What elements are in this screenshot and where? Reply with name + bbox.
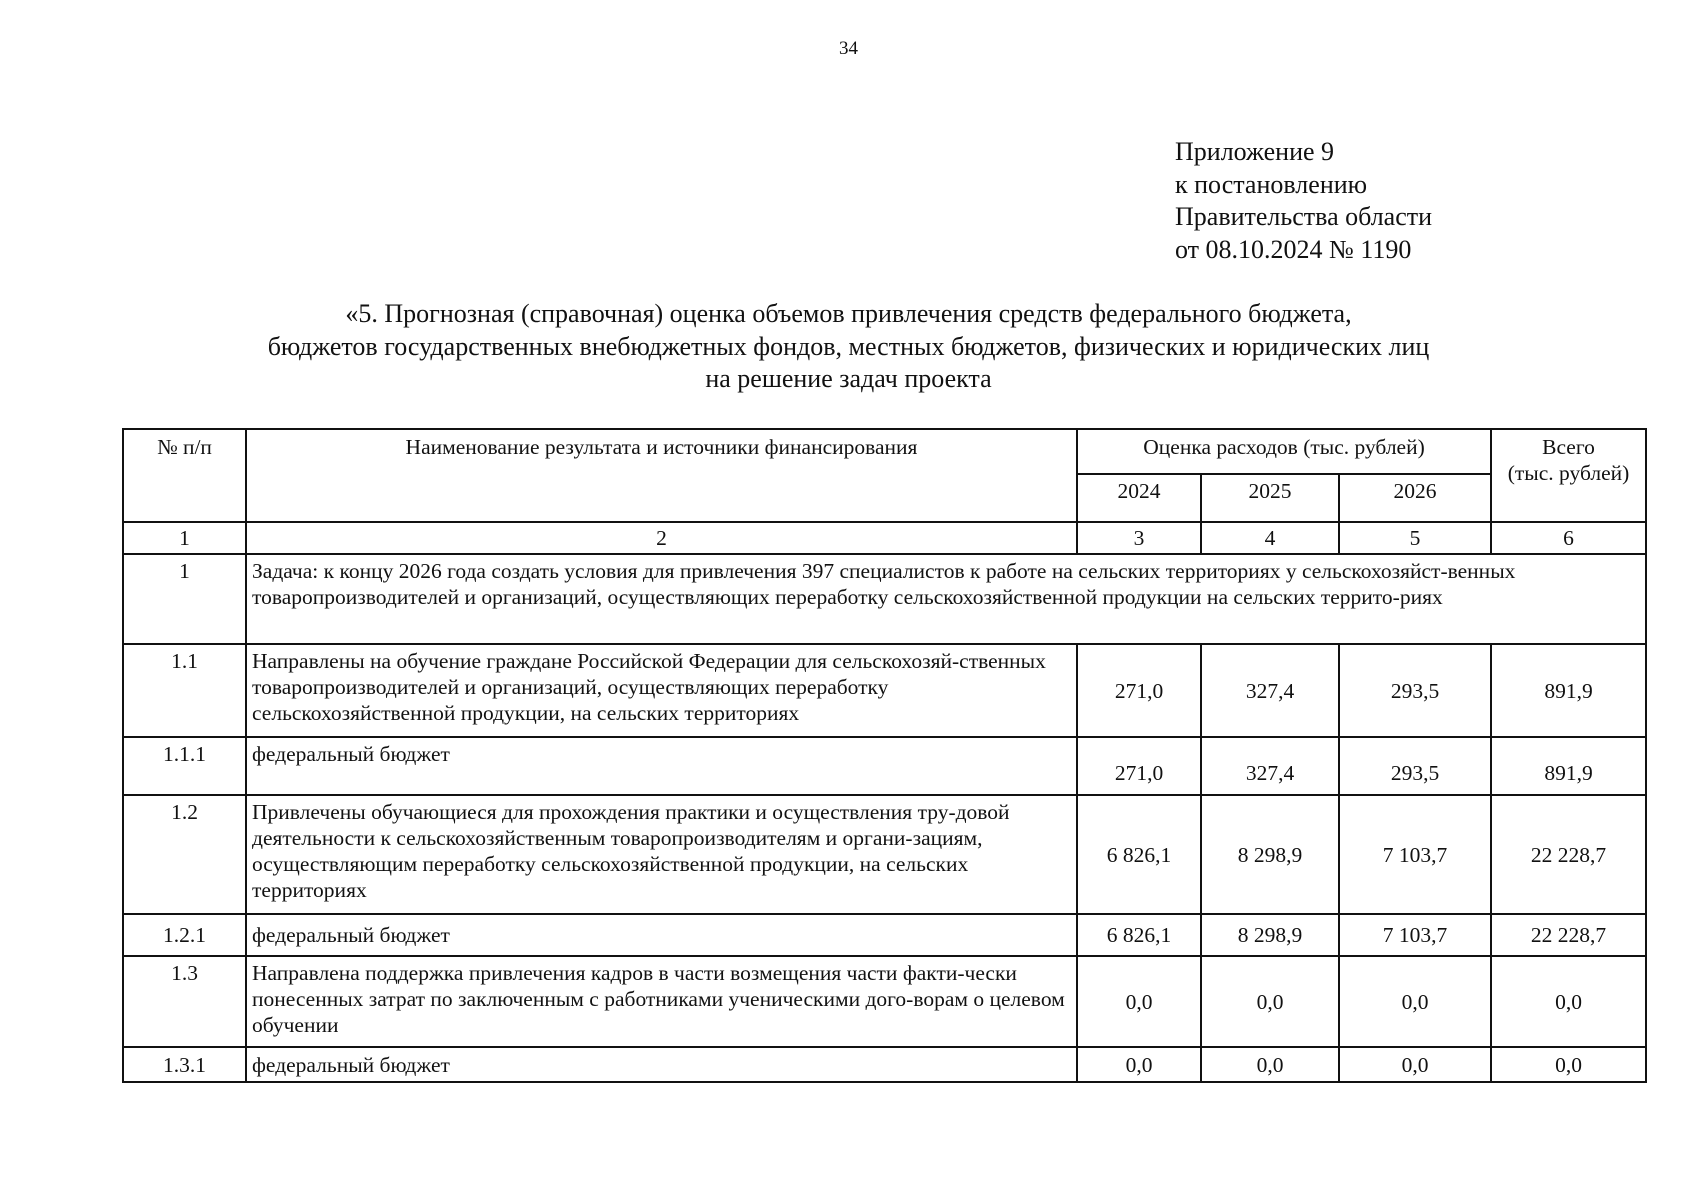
- table-header-row: [123, 429, 1646, 474]
- row-value-2024: 271,0: [1077, 737, 1201, 795]
- title-line: «5. Прогнозная (справочная) оценка объемов привлечения средств федерального бюджета,: [345, 299, 1352, 328]
- row-value-total: 891,9: [1491, 737, 1646, 795]
- row-value-total: 0,0: [1491, 1047, 1646, 1082]
- row-value-2025: 8 298,9: [1201, 914, 1339, 956]
- header-total: [1491, 429, 1646, 522]
- column-number: 2: [246, 522, 1077, 554]
- table-row: [123, 956, 1646, 1047]
- budget-table: [122, 428, 1647, 1083]
- row-value-total: 22 228,7: [1491, 914, 1646, 956]
- table-row: [123, 914, 1646, 956]
- table-row: [123, 644, 1646, 737]
- table-row: [123, 737, 1646, 795]
- row-value-2025: 327,4: [1201, 737, 1339, 795]
- header-num: № п/п: [123, 429, 246, 522]
- row-value-2024: 271,0: [1077, 644, 1201, 737]
- title-line: на решение задач проекта: [705, 364, 992, 393]
- table-row: [123, 1047, 1646, 1082]
- table-row: [123, 795, 1646, 914]
- row-num: 1.1.1: [123, 737, 246, 795]
- row-value-2026: 0,0: [1339, 1047, 1491, 1082]
- header-name: Наименование результата и источники финансирования: [246, 429, 1077, 522]
- row-num: 1.2: [123, 795, 246, 914]
- row-name: Направлены на обучение граждане Российской Федерации для сельскохозяй-ственных товаропроизводителей и организаций, осуществляющих переработку сельскохозяйственной продукции, на сельских территориях: [246, 644, 1077, 737]
- appendix-line: от 08.10.2024 № 1190: [1175, 234, 1412, 264]
- column-number: 5: [1339, 522, 1491, 554]
- row-value-2026: 7 103,7: [1339, 795, 1491, 914]
- header-total-line: Всего: [1542, 435, 1595, 459]
- row-num: 1.3: [123, 956, 246, 1047]
- row-value-total: 891,9: [1491, 644, 1646, 737]
- row-value-2025: 0,0: [1201, 956, 1339, 1047]
- row-value-2025: 8 298,9: [1201, 795, 1339, 914]
- row-value-2026: 0,0: [1339, 956, 1491, 1047]
- row-name: федеральный бюджет: [246, 914, 1077, 956]
- appendix-note: [1175, 136, 1432, 266]
- appendix-line: к постановлению: [1175, 169, 1368, 199]
- row-value-2026: 7 103,7: [1339, 914, 1491, 956]
- header-total-line: (тыс. рублей): [1507, 461, 1630, 485]
- column-number-row: [123, 522, 1646, 554]
- header-year-2025: 2025: [1201, 474, 1339, 522]
- row-value-total: 0,0: [1491, 956, 1646, 1047]
- row-value-2026: 293,5: [1339, 644, 1491, 737]
- column-number: 3: [1077, 522, 1201, 554]
- appendix-line: Правительства области: [1175, 202, 1433, 231]
- row-num: 1.2.1: [123, 914, 246, 956]
- row-name: Привлечены обучающиеся для прохождения практики и осуществления тру-довой деятельности к сельскохозяйственным товаропроизводителям и органи-зациям, осуществляющим переработку сельскохозяйственной продукции, на сельских территориях: [246, 795, 1077, 914]
- header-year-2024: 2024: [1077, 474, 1201, 522]
- row-value-total: 22 228,7: [1491, 795, 1646, 914]
- header-year-2026: 2026: [1339, 474, 1491, 522]
- row-value-2025: 327,4: [1201, 644, 1339, 737]
- row-name: федеральный бюджет: [246, 1047, 1077, 1082]
- task-num: 1: [123, 554, 246, 644]
- task-row: [123, 554, 1646, 644]
- row-value-2024: 6 826,1: [1077, 914, 1201, 956]
- page-number: 34: [839, 38, 858, 59]
- row-value-2024: 6 826,1: [1077, 795, 1201, 914]
- document-title: [100, 298, 1597, 396]
- column-number: 1: [123, 522, 246, 554]
- column-number: 4: [1201, 522, 1339, 554]
- row-name: Направлена поддержка привлечения кадров в части возмещения части факти-чески понесенных затрат по заключенным с работниками ученическими дого-ворам о целевом обучении: [246, 956, 1077, 1047]
- row-value-2024: 0,0: [1077, 1047, 1201, 1082]
- row-num: 1.3.1: [123, 1047, 246, 1082]
- task-text: Задача: к концу 2026 года создать условия для привлечения 397 специалистов к работе на сельских территориях у сельскохозяйст-венных товаропроизводителей и организаций, осуществляющих переработку сельскохозяйственной продукции на сельских террито-риях: [246, 554, 1646, 644]
- title-line: бюджетов государственных внебюджетных фондов, местных бюджетов, физических и юридических лиц: [267, 331, 1430, 361]
- column-number: 6: [1491, 522, 1646, 554]
- row-value-2026: 293,5: [1339, 737, 1491, 795]
- row-value-2024: 0,0: [1077, 956, 1201, 1047]
- row-num: 1.1: [123, 644, 246, 737]
- header-estimate: Оценка расходов (тыс. рублей): [1077, 429, 1491, 474]
- row-name: федеральный бюджет: [246, 737, 1077, 795]
- row-value-2025: 0,0: [1201, 1047, 1339, 1082]
- appendix-line: Приложение 9: [1175, 137, 1335, 166]
